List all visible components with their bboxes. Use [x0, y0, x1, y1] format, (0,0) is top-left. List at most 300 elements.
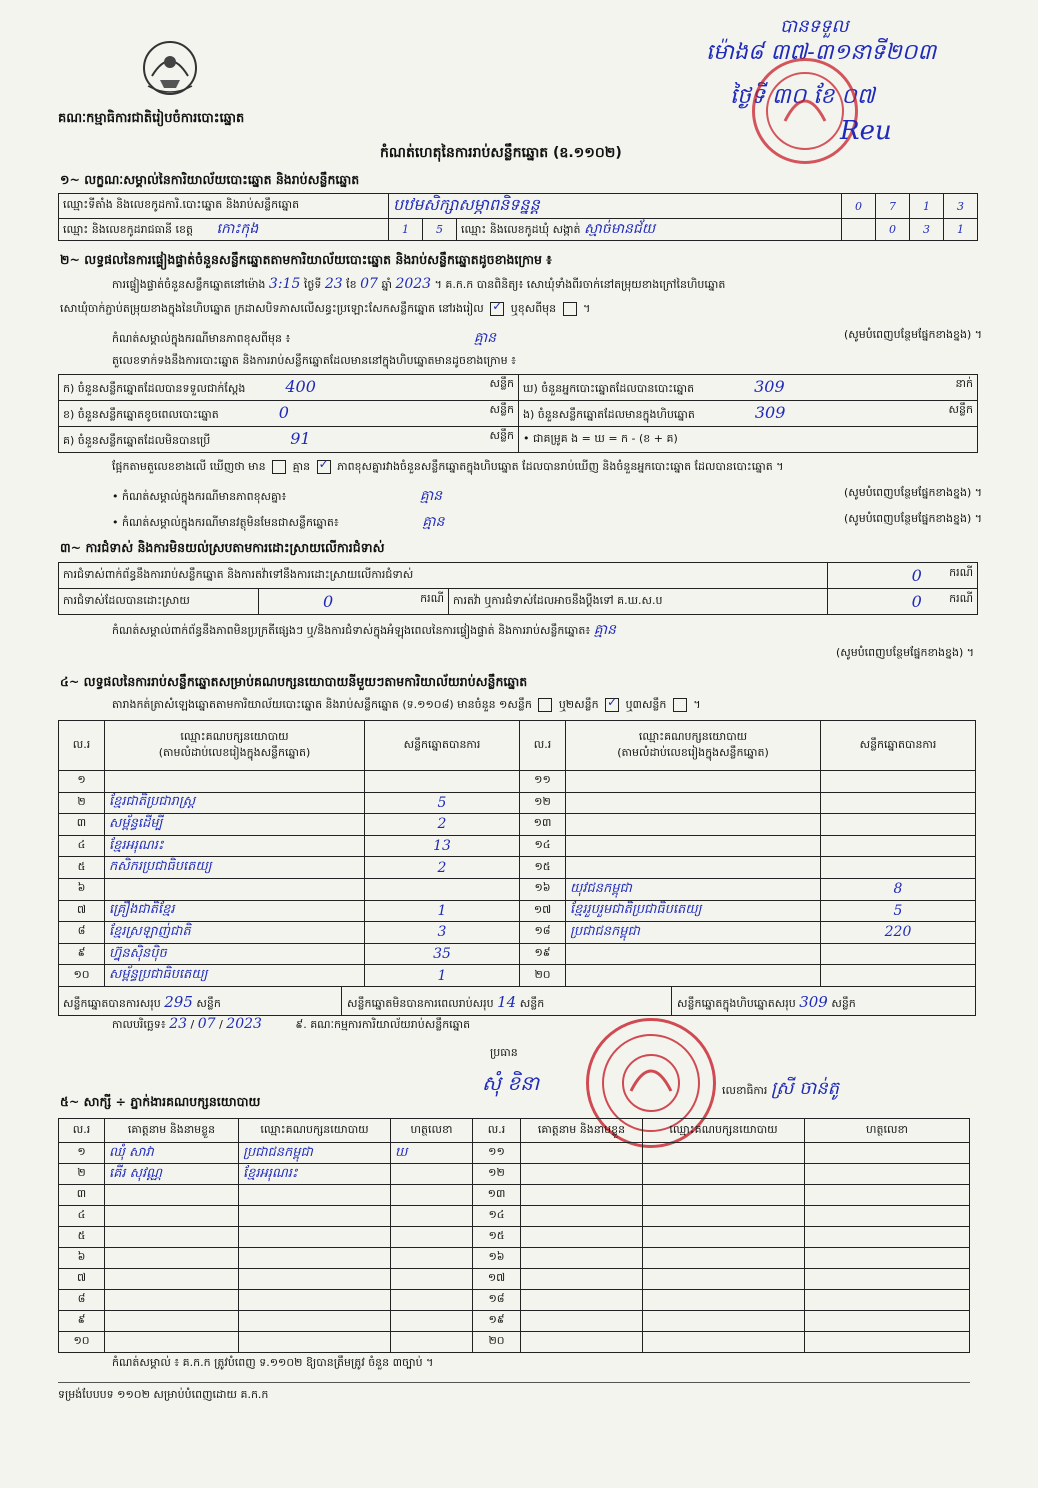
- result-no: ១២: [520, 792, 566, 814]
- witness-party: [643, 1311, 805, 1332]
- result-votes: 5: [365, 792, 520, 814]
- result-no: ២: [59, 792, 105, 814]
- result-no: ៧: [59, 900, 105, 922]
- witness-row: [59, 1164, 970, 1185]
- report-date-day: 23: [169, 1016, 188, 1032]
- result-no: ១៤: [520, 835, 566, 857]
- received-label: បានទទួល: [780, 16, 849, 37]
- witness-party: [643, 1164, 805, 1185]
- result-no: ១១: [520, 771, 566, 793]
- witness-name: [105, 1248, 239, 1269]
- result-votes: 1: [365, 900, 520, 922]
- witness-row: [59, 1311, 970, 1332]
- witness-name: [521, 1332, 643, 1353]
- result-votes: 220: [821, 922, 976, 944]
- witness-signature: [805, 1143, 970, 1164]
- secretary-line: [722, 1076, 839, 1103]
- witness-no: ១៨: [473, 1290, 521, 1311]
- witness-name: [105, 1332, 239, 1353]
- verify-day: 23: [324, 276, 343, 292]
- different-label: ឬខុសពីមុន: [510, 302, 557, 315]
- witness-no: ១៩: [473, 1311, 521, 1332]
- witness-row: [59, 1248, 970, 1269]
- witness-party: ប្រជាជនកម្ពុជា: [239, 1143, 391, 1164]
- result-no: ២០: [520, 965, 566, 987]
- witness-row: [59, 1143, 970, 1164]
- witness-party: [643, 1248, 805, 1269]
- section1-heading: ១~ លក្ខណៈសម្គាល់នៃការិយាល័យបោះឆ្នោត និងរាប់សន្លឹកឆ្នោត: [60, 172, 360, 187]
- witness-signature: [805, 1164, 970, 1185]
- ballots-in-box-label: ង) ចំនួនសន្លឹកឆ្នោតដែលមានក្នុងហិបឆ្នោត: [523, 408, 695, 421]
- witness-signature: [805, 1227, 970, 1248]
- results-col-votes-left: សន្លឹកឆ្នោតបានការ: [365, 721, 520, 771]
- witness-name: គើរ សុវណ្ណ: [105, 1164, 239, 1185]
- result-votes: 2: [365, 814, 520, 836]
- witness-party: [643, 1269, 805, 1290]
- result-votes: [821, 857, 976, 879]
- receipt-seal: [752, 58, 858, 164]
- witness-row: [59, 1185, 970, 1206]
- commune-code-2: 3: [910, 219, 944, 241]
- witness-party: [239, 1185, 391, 1206]
- verify-time-label: ការផ្ទៀងផ្ទាត់ចំនួនសន្លឹកឆ្នោតនៅម៉ោង: [112, 278, 266, 291]
- result-votes: 13: [365, 835, 520, 857]
- witness-party: [643, 1143, 805, 1164]
- commune-label: ឈ្មោះ និងលេខកូដឃុំ សង្កាត់: [461, 223, 581, 236]
- witness-name: [105, 1290, 239, 1311]
- objections-label: ការជំទាស់ពាក់ព័ន្ធនឹងការរាប់សន្លឹកឆ្នោត និងការតវ៉ាទៅនឹងការដោះស្រាយលើការជំទាស់: [59, 563, 828, 589]
- difference-note-hint: (សូមបំពេញបន្ថែមផ្នែកខាងខ្នង) ។: [843, 328, 982, 341]
- diff-note-hint: (សូមបំពេញបន្ថែមផ្នែកខាងខ្នង) ។: [843, 486, 982, 499]
- result-no: ១៧: [520, 900, 566, 922]
- station-code-1: 0: [842, 194, 876, 219]
- result-votes: 8: [821, 878, 976, 900]
- station-code-4: 3: [944, 194, 978, 219]
- objections-unit: ករណី: [949, 566, 973, 579]
- result-party: [566, 965, 821, 987]
- witness-signature: ឃ: [391, 1143, 473, 1164]
- total-invalid-label: សន្លឹកឆ្នោតមិនបានការពេលរាប់សរុប: [347, 997, 494, 1010]
- appealed-label: ការតវ៉ា ឬការជំទាស់ដែលអាចនឹងប្តឹងទៅ គ.ឃ.ស.ប: [449, 589, 828, 615]
- received-time: ម៉ោង៨ ៣៧-៣១នាទី២០៣: [706, 40, 937, 65]
- witness-name: [105, 1311, 239, 1332]
- comparison-text: ផ្អែកតាមតួលេខខាងលើ ឃើញថា មាន: [112, 460, 266, 473]
- witness-no: ៩: [59, 1311, 105, 1332]
- witness-signature: [805, 1206, 970, 1227]
- witness-row: [59, 1332, 970, 1353]
- results-row: [59, 857, 976, 879]
- ballots-in-box-unit: សន្លឹក: [948, 403, 973, 416]
- diff-note-line: [112, 486, 982, 507]
- witness-no: ៧: [59, 1269, 105, 1290]
- diff-note-value: គ្មាន: [419, 488, 443, 504]
- received-date: ថ្ងៃទី ៣០ ខែ ០៧: [730, 84, 875, 109]
- results-row: [59, 900, 976, 922]
- difference-note-label: កំណត់សម្គាល់ក្នុងករណីមានភាពខុសពីមុន ៖: [112, 332, 291, 345]
- irregularity-note-label: កំណត់សម្គាល់ពាក់ព័ន្ធនឹងភាពមិនប្រក្រតីផ្សេងៗ ឬ/និងការជំទាស់ក្នុងអំឡុងពេលនៃការផ្ទៀងផ្ទាត់ និងការរាប់សន្លឹកឆ្នោត៖: [112, 624, 591, 637]
- witness-party: [643, 1206, 805, 1227]
- witness-no: ៥: [59, 1227, 105, 1248]
- witness-name: [521, 1311, 643, 1332]
- result-party: ប្រជាជនកម្ពុជា: [566, 922, 821, 944]
- voters-label: ឃ) ចំនួនអ្នកបោះឆ្នោតដែលបានបោះឆ្នោត: [523, 382, 695, 395]
- objections-table: [58, 562, 978, 615]
- witness-signature: [391, 1206, 473, 1227]
- result-votes: [821, 771, 976, 793]
- no-difference-label: គ្មាន: [292, 460, 311, 473]
- witness-party: [643, 1332, 805, 1353]
- station-name-value: បឋមសិក្សាសម្ភាពនិទន្នន្ដ: [389, 194, 842, 219]
- total-valid-line: [63, 993, 221, 1013]
- witness-name: [521, 1248, 643, 1269]
- total-invalid-line: [347, 993, 544, 1013]
- no-difference-checkbox[interactable]: [317, 460, 331, 474]
- result-no: ១៩: [520, 943, 566, 965]
- total-valid-unit: សន្លឹក: [196, 997, 221, 1010]
- results-totals: [58, 986, 976, 1016]
- station-code-3: 1: [910, 194, 944, 219]
- results-col-party-sub-right: (តាមលំដាប់លេខរៀងក្នុងសន្លឹកឆ្នោត): [617, 745, 769, 759]
- has-difference-checkbox[interactable]: [272, 460, 286, 474]
- stranger-note-value: គ្មាន: [422, 514, 445, 530]
- result-no: ៦: [59, 878, 105, 900]
- results-row: [59, 771, 976, 793]
- witness-name: [105, 1206, 239, 1227]
- witness-no: ១៧: [473, 1269, 521, 1290]
- witness-signature: [391, 1248, 473, 1269]
- station-id-table: [58, 193, 978, 241]
- result-votes: [821, 965, 976, 987]
- verify-month-label: ខែ: [346, 278, 357, 291]
- witness-col-sign-left: ហត្ថលេខា: [391, 1119, 473, 1143]
- witness-col-no-left: ល.រ: [59, 1119, 105, 1143]
- witness-row: [59, 1227, 970, 1248]
- witness-row: [59, 1269, 970, 1290]
- result-votes: 3: [365, 922, 520, 944]
- witness-party: ខ្មែរអរុណរះ: [239, 1164, 391, 1185]
- nec-logo: [138, 36, 202, 100]
- result-no: ៨: [59, 922, 105, 944]
- stranger-note-label: • កំណត់សម្គាល់ក្នុងករណីមានវត្ថុមិនមែនជាសន្លឹកឆ្នោត៖: [112, 516, 339, 529]
- province-label: ឈ្មោះ និងលេខកូដរាជធានី ខេត្ត: [63, 223, 193, 236]
- chair-label: ប្រធាន: [490, 1046, 518, 1059]
- result-party: [566, 814, 821, 836]
- result-no: ១០: [59, 965, 105, 987]
- witness-col-sign-right: ហត្ថលេខា: [805, 1119, 970, 1143]
- witness-signature: [391, 1269, 473, 1290]
- result-party: ខ្មែរអរុណរះ: [105, 835, 365, 857]
- result-no: ១៨: [520, 922, 566, 944]
- witness-party: [239, 1311, 391, 1332]
- secretary-signature: ស្រី ចាន់តូ: [770, 1078, 840, 1099]
- formula-label: • ជាគម្រូគ ង = ឃ = ក - (ខ + គ): [519, 427, 978, 453]
- result-votes: 1: [365, 965, 520, 987]
- report-date-line: កាលបរិច្ឆេទ៖ 23 / 07 / 2023 ៩. គណៈកម្មការការិយាល័យរាប់សន្លឹកឆ្នោត: [112, 1016, 471, 1032]
- two-sheet-checkbox[interactable]: [605, 698, 619, 712]
- commune-code-1: 0: [876, 219, 910, 241]
- result-no: ៤: [59, 835, 105, 857]
- total-box-line: [677, 993, 856, 1013]
- verify-line2-text: សោឃុំចាក់ភ្ជាប់តម្រុយខាងក្នុងនៃហិបឆ្នោត ក្រដាសបិទភាសលើសន្ធះប្រឡោះសែកសន្លឹកឆ្នោត នៅរងរៀល: [60, 302, 484, 315]
- witness-signature: [391, 1164, 473, 1185]
- total-invalid-value: 14: [497, 993, 517, 1011]
- witness-name: [521, 1227, 643, 1248]
- received-ballots-unit: សន្លឹក: [489, 377, 514, 390]
- witness-party: [239, 1332, 391, 1353]
- witness-signature: [805, 1311, 970, 1332]
- results-row: [59, 965, 976, 987]
- verify-year: 2023: [395, 276, 432, 292]
- total-valid-label: សន្លឹកឆ្នោតបានការសរុប: [63, 997, 161, 1010]
- total-box-label: សន្លឹកឆ្នោតក្នុងហិបឆ្នោតសរុប: [677, 997, 796, 1010]
- witness-col-name-left: គោត្តនាម និងនាមខ្លួន: [105, 1119, 239, 1143]
- results-row: [59, 814, 976, 836]
- result-votes: [821, 814, 976, 836]
- received-ballots-value: 400: [285, 377, 316, 396]
- witness-party: [643, 1290, 805, 1311]
- verify-line1-suffix: ។ គ.ក.ក បានពិនិត្យ៖ សោឃុំទាំងពីរចាក់នៅតម្រុយខាងក្រៅនៃហិបឆ្នោត: [434, 278, 726, 291]
- station-code-2: 7: [876, 194, 910, 219]
- unused-ballots-unit: សន្លឹក: [489, 429, 514, 442]
- witness-party: [239, 1269, 391, 1290]
- result-party: ខ្មែររួបរួមជាតិប្រជាធិបតេយ្យ: [566, 900, 821, 922]
- section3-heading: ៣~ ការជំទាស់ និងការមិនយល់ស្របតាមការដោះស្រាយលើការជំទាស់: [60, 540, 385, 555]
- results-col-party-sub-left: (តាមលំដាប់លេខរៀងក្នុងសន្លឹកឆ្នោត): [158, 745, 311, 759]
- unused-ballots-value: 91: [290, 429, 311, 448]
- witness-no: ១៥: [473, 1227, 521, 1248]
- commune-value: ស្មាច់មានជ័យ: [584, 221, 656, 237]
- one-sheet-checkbox[interactable]: [538, 698, 552, 712]
- verify-day-label: ថ្ងៃទី: [303, 278, 322, 291]
- witness-name: [521, 1143, 643, 1164]
- witness-no: ១០: [59, 1332, 105, 1353]
- objections-value: 0: [911, 566, 922, 585]
- appealed-unit: ករណី: [949, 592, 973, 605]
- comparison-line: [112, 460, 783, 476]
- result-party: [566, 792, 821, 814]
- voters-unit: នាក់: [955, 377, 973, 390]
- witness-table: [58, 1118, 970, 1353]
- witness-no: ១: [59, 1143, 105, 1164]
- results-row: [59, 922, 976, 944]
- result-no: ១៦: [520, 878, 566, 900]
- witness-name: [521, 1269, 643, 1290]
- witness-party: [239, 1248, 391, 1269]
- results-row: [59, 878, 976, 900]
- result-party: ហ្វ៊ុនស៊ិនប៉ិច: [105, 943, 365, 965]
- results-row: [59, 792, 976, 814]
- witness-signature: [391, 1332, 473, 1353]
- spoiled-ballots-value: 0: [278, 403, 289, 422]
- results-row: [59, 835, 976, 857]
- total-valid-value: 295: [164, 993, 193, 1011]
- result-no: ៣: [59, 814, 105, 836]
- commune-code-3: 1: [944, 219, 978, 241]
- irregularity-note-value: គ្មាន: [593, 622, 616, 638]
- witness-no: ៦: [59, 1248, 105, 1269]
- witness-name: [105, 1227, 239, 1248]
- results-col-no-left: ល.រ: [59, 721, 105, 771]
- witness-signature: [391, 1290, 473, 1311]
- ballots-in-box-value: 309: [754, 403, 786, 422]
- witness-party: [239, 1290, 391, 1311]
- results-col-no-right: ល.រ: [520, 721, 566, 771]
- witness-no: ១៣: [473, 1185, 521, 1206]
- witness-signature: [391, 1185, 473, 1206]
- witness-signature: [805, 1248, 970, 1269]
- witness-name: ឈុំ សាវា: [105, 1143, 239, 1164]
- comparison-tail: ភាពខុសគ្នារវាងចំនួនសន្លឹកឆ្នោតក្នុងហិបឆ្នោត ដែលបានរាប់ឃើញ និងចំនួនអ្នកបោះឆ្នោត ដែលបានបោះឆ្នោត ។: [337, 460, 784, 473]
- section2-heading: ២~ លទ្ធផលនៃការផ្ទៀងផ្ទាត់ចំនួនសន្លឹកឆ្នោតតាមការិយាល័យបោះឆ្នោត និងរាប់សន្លឹកឆ្នោតដូចខាងក្រោម ៖: [60, 252, 552, 267]
- result-party: ខ្មែរជាតិប្រជារាស្ត្រ: [105, 792, 365, 814]
- figures-intro: តួលេខទាក់ទងនឹងការបោះឆ្នោត និងការរាប់សន្លឹកឆ្នោតដែលមាននៅក្នុងហិបឆ្នោតមានដូចខាងក្រោម ៖: [112, 354, 516, 367]
- witness-no: ៣: [59, 1185, 105, 1206]
- result-votes: [821, 792, 976, 814]
- two-sheet-label: ឬ២សន្លឹក: [558, 698, 599, 711]
- result-votes: [821, 943, 976, 965]
- tally-sheet-intro: តារាងកត់ត្រាសំឡេងឆ្នោតតាមការិយាល័យបោះឆ្នោត និងរាប់សន្លឹកឆ្នោត (ទ.១១០៨) មានចំនួន ១សន្លឹក: [112, 698, 532, 711]
- witness-no: ៨: [59, 1290, 105, 1311]
- result-no: ១៥: [520, 857, 566, 879]
- result-no: ១៣: [520, 814, 566, 836]
- received-ballots-label: ក) ចំនួនសន្លឹកឆ្នោតដែលបានទទួលជាក់ស្តែង: [63, 382, 246, 395]
- section4-heading: ៤~ លទ្ធផលនៃការរាប់សន្លឹកឆ្នោតសម្រាប់គណបក្សនយោបាយនីមួយៗតាមការិយាល័យរាប់សន្លឹកឆ្នោត: [60, 674, 528, 689]
- result-votes: 2: [365, 857, 520, 879]
- result-party: [566, 857, 821, 879]
- witness-col-no-right: ល.រ: [473, 1119, 521, 1143]
- result-party: [105, 878, 365, 900]
- witness-no: ២: [59, 1164, 105, 1185]
- province-value: កោះកុង: [216, 221, 259, 237]
- result-no: ៩: [59, 943, 105, 965]
- station-name-label: ឈ្មោះទីតាំង និងលេខកូដការិ.បោះឆ្នោត និងរាប់សន្លឹកឆ្នោត: [59, 194, 389, 219]
- unused-ballots-label: គ) ចំនួនសន្លឹកឆ្នោតដែលមិនបានប្រើ: [63, 434, 211, 447]
- verify-line-2: សោឃុំចាក់ភ្ជាប់តម្រុយខាងក្នុងនៃហិបឆ្នោត ក្រដាសបិទភាសលើសន្ធះប្រឡោះសែកសន្លឹកឆ្នោត នៅរងរៀល ✓ ឬខុសពីមុន ។: [60, 302, 590, 318]
- witness-no: ៤: [59, 1206, 105, 1227]
- province-code-1: 1: [389, 219, 423, 241]
- committee-name: គណៈកម្មាធិការជាតិរៀបចំការបោះឆ្នោត: [58, 111, 245, 126]
- result-party: សម្ព័ន្ធដើម្បី: [105, 814, 365, 836]
- witness-name: [521, 1164, 643, 1185]
- witness-no: ១៤: [473, 1206, 521, 1227]
- verify-month: 07: [360, 276, 378, 292]
- chair-signature: សុំ ខិនា: [482, 1071, 540, 1095]
- three-sheet-checkbox[interactable]: [673, 698, 687, 712]
- verify-time: 3:15: [268, 276, 301, 292]
- stranger-note-line: [112, 512, 982, 533]
- footnote: កំណត់សម្គាល់ ៖ គ.ក.ក ត្រូវបំពេញ ទ.១១០២ ឱ្យបានត្រឹមត្រូវ ចំនួន ៣ច្បាប់ ។: [112, 1356, 434, 1369]
- total-box-value: 309: [799, 993, 828, 1011]
- three-sheet-label: ឬ៣សន្លឹក: [625, 698, 667, 711]
- result-party: [566, 771, 821, 793]
- province-code-2: 5: [423, 219, 457, 241]
- witness-party: [239, 1227, 391, 1248]
- received-signature: Reu: [840, 116, 892, 146]
- witness-no: ១១: [473, 1143, 521, 1164]
- witness-row: [59, 1206, 970, 1227]
- total-invalid-unit: សន្លឹក: [519, 997, 545, 1010]
- witness-col-party-right: ឈ្មោះគណបក្សនយោបាយ: [643, 1119, 805, 1143]
- form-note: ទម្រង់បែបបទ ១១០២ សម្រាប់បំពេញដោយ គ.ក.ក: [58, 1388, 269, 1401]
- secretary-label: លេខាធិការ: [722, 1084, 768, 1097]
- witness-signature: [805, 1185, 970, 1206]
- difference-note-line: [112, 328, 982, 349]
- resolved-unit: ករណី: [420, 592, 444, 605]
- result-no: ១: [59, 771, 105, 793]
- witness-no: ២០: [473, 1332, 521, 1353]
- stranger-note-hint: (សូមបំពេញបន្ថែមផ្នែកខាងខ្នង) ។: [843, 512, 982, 525]
- resolved-value: 0: [323, 592, 334, 611]
- result-votes: 5: [821, 900, 976, 922]
- witness-name: [521, 1290, 643, 1311]
- report-date-label: កាលបរិច្ឆេទ៖: [112, 1018, 166, 1031]
- result-party: គ្រឿងជាតិខ្មែរ: [105, 900, 365, 922]
- report-date-year: 2023: [226, 1016, 262, 1032]
- witness-party: [643, 1227, 805, 1248]
- result-no: ៥: [59, 857, 105, 879]
- verify-year-label: ឆ្នាំ: [381, 278, 392, 291]
- resolved-label: ការជំទាស់ដែលបានដោះស្រាយ: [59, 589, 259, 615]
- irregularity-hint: (សូមបំពេញបន្ថែមផ្នែកខាងខ្នង) ។: [835, 646, 974, 659]
- tally-sheet-line: តារាងកត់ត្រាសំឡេងឆ្នោតតាមការិយាល័យបោះឆ្នោត និងរាប់សន្លឹកឆ្នោត (ទ.១១០៨) មានចំនួន ១សន្លឹក ឬ២សន្លឹក ✓ ឬ៣សន្លឹក ។: [112, 698, 701, 714]
- report-date-month: 07: [197, 1016, 216, 1032]
- results-col-votes-right: សន្លឹកឆ្នោតបានការ: [821, 721, 976, 771]
- witness-party: [643, 1185, 805, 1206]
- result-votes: [365, 878, 520, 900]
- witness-name: [105, 1269, 239, 1290]
- results-col-party-left: ឈ្មោះគណបក្សនយោបាយ: [180, 729, 289, 743]
- result-party: [566, 835, 821, 857]
- result-party: យុវជនកម្ពុជា: [566, 878, 821, 900]
- result-party: កសិករប្រជាធិបតេយ្យ: [105, 857, 365, 879]
- appealed-value: 0: [911, 592, 922, 611]
- result-party: សម្ព័ន្ធប្រជាធិបតេយ្យ: [105, 965, 365, 987]
- witness-signature: [805, 1332, 970, 1353]
- section5-heading: ៥~ សាក្សី ÷ ភ្នាក់ងារគណបក្សនយោបាយ: [60, 1094, 261, 1109]
- witness-signature: [391, 1227, 473, 1248]
- witness-col-party-left: ឈ្មោះគណបក្សនយោបាយ: [239, 1119, 391, 1143]
- result-votes: 35: [365, 943, 520, 965]
- results-col-party-right: ឈ្មោះគណបក្សនយោបាយ: [638, 729, 748, 743]
- witness-col-name-right: គោត្តនាម និងនាមខ្លួន: [521, 1119, 643, 1143]
- witness-name: [521, 1206, 643, 1227]
- total-box-unit: សន្លឹក: [831, 997, 856, 1010]
- spoiled-ballots-unit: សន្លឹក: [489, 403, 514, 416]
- results-row: [59, 943, 976, 965]
- witness-signature: [805, 1269, 970, 1290]
- result-votes: [821, 835, 976, 857]
- witness-signature: [805, 1290, 970, 1311]
- result-party: ខ្មែរស្រឡាញ់ជាតិ: [105, 922, 365, 944]
- spoiled-ballots-label: ខ) ចំនួនសន្លឹកឆ្នោតខូចពេលបោះឆ្នោត: [63, 408, 219, 421]
- witness-signature: [391, 1311, 473, 1332]
- result-party: [105, 771, 365, 793]
- witness-row: [59, 1290, 970, 1311]
- same-checkbox[interactable]: [490, 302, 504, 316]
- verify-line-1: [112, 276, 982, 294]
- result-party: [566, 943, 821, 965]
- witness-no: ១២: [473, 1164, 521, 1185]
- diff-note-label: • កំណត់សម្គាល់ក្នុងករណីមានភាពខុសគ្នា៖: [112, 490, 287, 503]
- witness-name: [521, 1185, 643, 1206]
- different-checkbox[interactable]: [563, 302, 577, 316]
- footer-divider: [58, 1382, 970, 1383]
- form-title: កំណត់ហេតុនៃការរាប់សន្លឹកឆ្នោត (ឧ.១១០២): [380, 145, 622, 161]
- ballot-figures-table: [58, 374, 978, 453]
- difference-note-value: គ្មាន: [473, 330, 497, 346]
- witness-name: [105, 1185, 239, 1206]
- voters-value: 309: [754, 377, 785, 396]
